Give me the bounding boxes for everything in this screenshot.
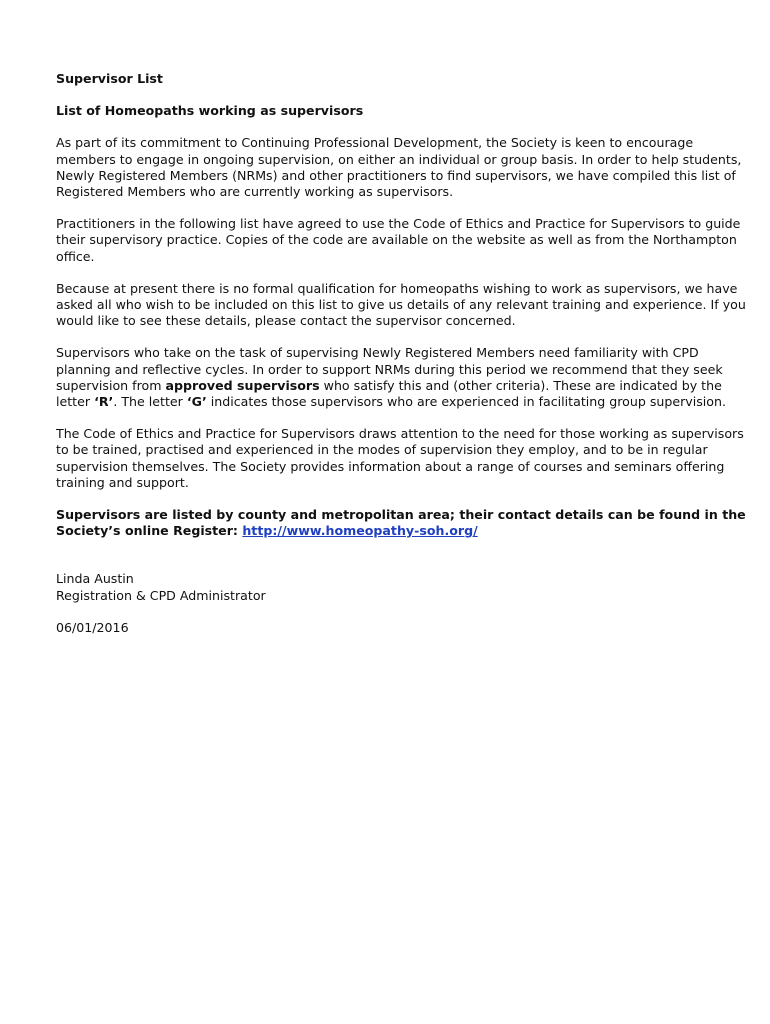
nrm-text-part-3: . The letter — [113, 394, 187, 410]
nrm-text-part-2: who satisfy this and (other criteria). These are indicated by the letter — [56, 377, 722, 410]
register-link[interactable]: http://www.homeopathy-soh.org/ — [242, 523, 478, 539]
intro-paragraph: As part of its commitment to Continuing Professional Development, the Society is keen to encourage members to engage in ongoing supervision, on either an individual or group basis. In order to help students, Newly Registered Members (NRMs) and other practitioners to find supervisors, we have compiled this list of Registered Members who are currently working as supervisors. — [56, 135, 742, 200]
page-subtitle: List of Homeopaths working as supervisors — [56, 103, 364, 119]
letter-r-text: ‘R’ — [94, 394, 114, 410]
qualification-paragraph: Because at present there is no formal qualification for homeopaths wishing to work as supervisors, we have asked all who wish to be included on this list to give us details of any relevant training and experience. If you would like to see these details, please contact the supervisor concerned. — [56, 280, 746, 329]
page-title: Supervisor List — [56, 71, 163, 86]
signatory-name: Linda Austin — [56, 571, 134, 587]
register-note-text: Supervisors are listed by county and metropolitan area; their contact details can be found in the Society’s online Register: — [56, 507, 746, 539]
letter-g-text: ‘G’ — [186, 394, 207, 410]
nrm-text-part-4: indicates those supervisors who are experienced in facilitating group supervision. — [206, 394, 726, 410]
approved-supervisors-text: approved supervisors — [165, 377, 320, 393]
document-date: 06/01/2016 — [56, 619, 129, 635]
code-of-ethics-paragraph: Practitioners in the following list have agreed to use the Code of Ethics and Practice for Supervisors to guide their supervisory practice. Copies of the code are available on the website as well as from the Northampton office. — [56, 216, 741, 264]
signatory-role: Registration & CPD Administrator — [56, 587, 266, 603]
training-paragraph: The Code of Ethics and Practice for Supervisors draws attention to the need for those working as supervisors to be trained, practised and experienced in the modes of supervision they employ, and to be in regular supervision themselves. The Society provides information about a range of courses and seminars offering training and support. — [56, 426, 744, 490]
nrm-text-part-1: Supervisors who take on the task of supervising Newly Registered Members need familiarity with CPD planning and reflective cycles. In order to support NRMs during this period we recommend that they seek supervision from — [56, 345, 723, 393]
document-page — [56, 71, 752, 636]
register-note — [56, 507, 752, 539]
nrm-supervision-paragraph — [56, 345, 752, 410]
